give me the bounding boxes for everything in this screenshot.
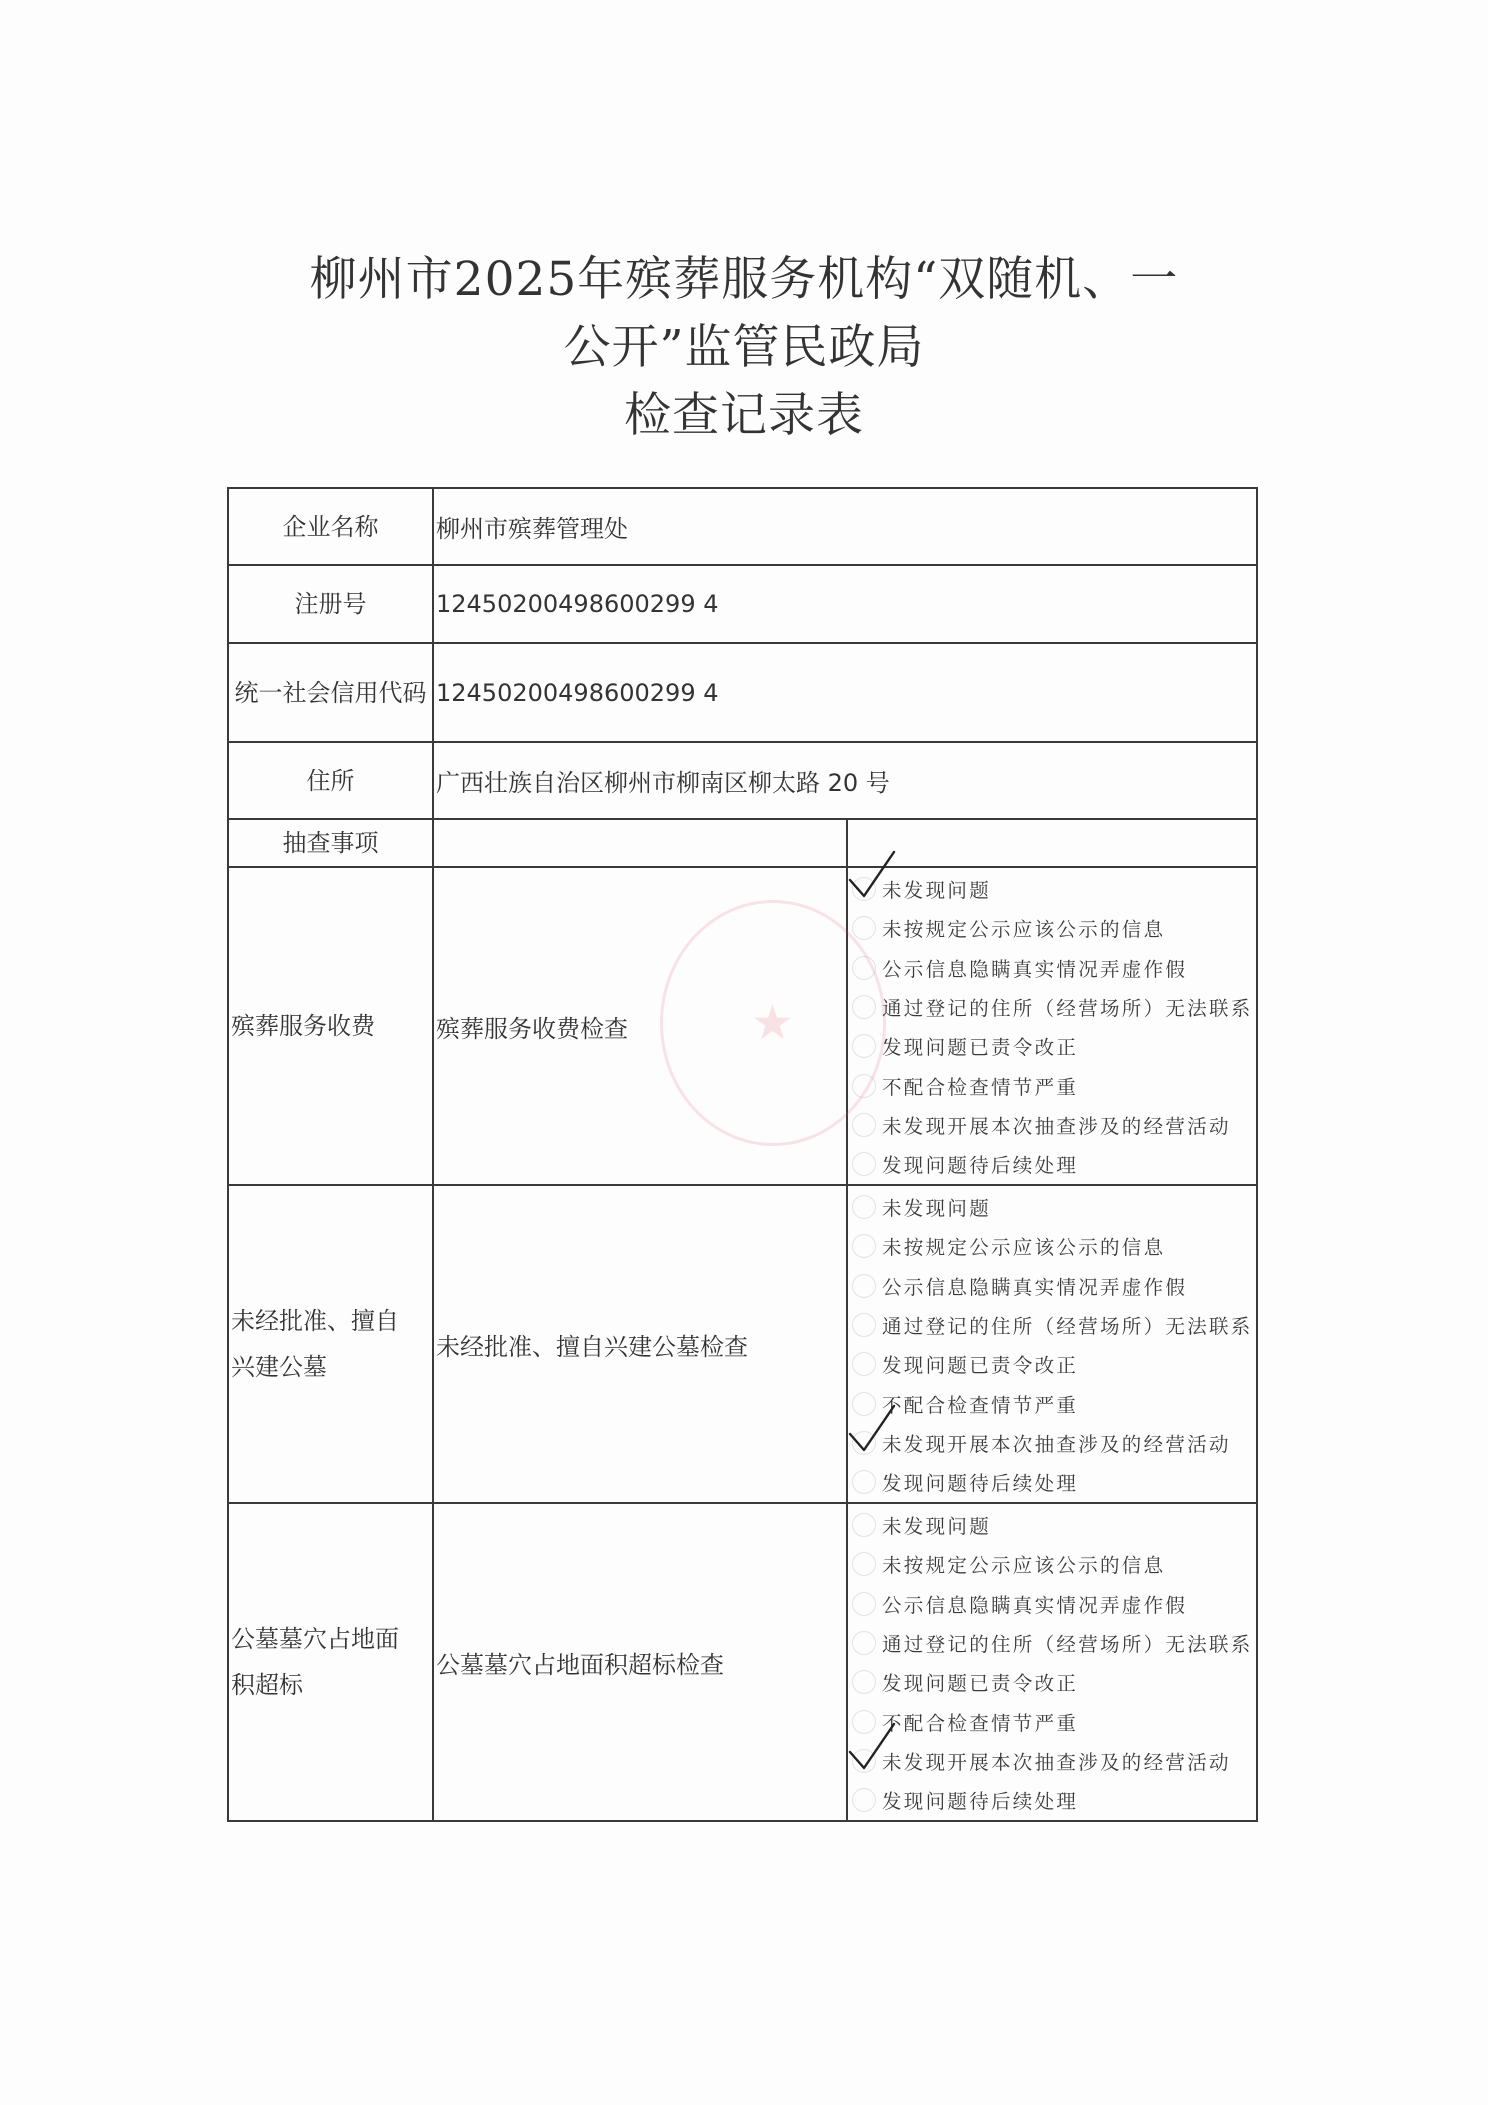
section-result-options	[848, 1504, 1258, 1820]
inspection-record-table	[227, 487, 1258, 1822]
result-option[interactable]	[848, 1345, 1078, 1383]
result-option-label: 未发现问题	[882, 1197, 992, 1220]
radio-circle-icon[interactable]	[852, 1710, 876, 1734]
result-option-label: 未发现问题	[882, 879, 992, 902]
document-title-line-3: 检查记录表	[624, 388, 864, 443]
result-option[interactable]	[848, 1742, 1231, 1780]
result-option[interactable]	[848, 1188, 991, 1226]
radio-circle-icon[interactable]	[852, 1392, 876, 1416]
result-option[interactable]	[848, 1306, 1253, 1344]
radio-circle-icon[interactable]	[852, 916, 876, 940]
section-item: 殡葬服务收费检查	[436, 1014, 628, 1043]
result-option-label: 不配合检查情节严重	[882, 1075, 1079, 1099]
result-option-label: 未按规定公示应该公示的信息	[882, 1554, 1166, 1578]
credit-code-value: 12450200498600299 4	[436, 678, 719, 707]
radio-circle-icon[interactable]	[852, 1749, 876, 1773]
result-option[interactable]	[848, 1424, 1231, 1462]
radio-circle-icon[interactable]	[852, 1195, 876, 1219]
radio-circle-icon[interactable]	[852, 1113, 876, 1137]
result-option[interactable]	[848, 949, 1187, 987]
credit-code-label: 统一社会信用代码	[234, 678, 427, 707]
result-option[interactable]	[848, 909, 1165, 947]
radio-circle-icon[interactable]	[852, 1670, 876, 1694]
document-title-line-1: 柳州市2025年殡葬服务机构“双随机、一	[309, 252, 1179, 307]
result-option-label: 发现问题待后续处理	[882, 1790, 1079, 1814]
radio-circle-icon[interactable]	[852, 1470, 876, 1494]
radio-circle-icon[interactable]	[852, 1552, 876, 1576]
result-option[interactable]	[848, 1585, 1187, 1623]
result-option[interactable]	[848, 1145, 1078, 1183]
radio-circle-icon[interactable]	[852, 1788, 876, 1812]
seal-star-icon: ★	[751, 995, 795, 1051]
result-option-label: 通过登记的住所（经营场所）无法联系	[882, 996, 1253, 1020]
result-option[interactable]	[848, 1067, 1078, 1105]
result-option-label: 未按规定公示应该公示的信息	[882, 1236, 1166, 1260]
result-option-label: 未发现开展本次抽查涉及的经营活动	[882, 1750, 1231, 1774]
address-label: 住所	[306, 766, 355, 795]
result-option-label: 发现问题待后续处理	[882, 1154, 1079, 1178]
radio-circle-icon[interactable]	[852, 1431, 876, 1455]
result-option[interactable]	[848, 1106, 1231, 1144]
section-category: 未经批准、擅自兴建公墓	[231, 1307, 399, 1381]
section-item: 公墓墓穴占地面积超标检查	[436, 1650, 724, 1679]
result-option-label: 发现问题已责令改正	[882, 1036, 1079, 1060]
result-option[interactable]	[848, 988, 1253, 1026]
radio-circle-icon[interactable]	[852, 1313, 876, 1337]
result-option-label: 不配合检查情节严重	[882, 1711, 1079, 1735]
result-option-label: 公示信息隐瞒真实情况弄虚作假	[882, 1593, 1188, 1617]
result-option[interactable]	[848, 1703, 1078, 1741]
section-result-options	[848, 1186, 1258, 1502]
result-option-label: 未发现开展本次抽查涉及的经营活动	[882, 1114, 1231, 1138]
result-option[interactable]	[848, 1227, 1165, 1265]
section-item: 未经批准、擅自兴建公墓检查	[436, 1332, 748, 1361]
result-option-label: 公示信息隐瞒真实情况弄虚作假	[882, 1275, 1188, 1299]
radio-circle-icon[interactable]	[852, 1631, 876, 1655]
result-option-label: 发现问题已责令改正	[882, 1354, 1079, 1378]
radio-circle-icon[interactable]	[852, 1234, 876, 1258]
radio-circle-icon[interactable]	[852, 1513, 876, 1537]
company-name-label: 企业名称	[282, 512, 379, 541]
result-option-label: 未发现开展本次抽查涉及的经营活动	[882, 1432, 1231, 1456]
result-option-label: 不配合检查情节严重	[882, 1393, 1079, 1417]
section-category: 公墓墓穴占地面积超标	[231, 1625, 399, 1699]
reg-no-value: 12450200498600299 4	[436, 590, 719, 618]
section-result-options	[848, 868, 1258, 1184]
result-option[interactable]	[848, 1545, 1165, 1583]
result-option-label: 通过登记的住所（经营场所）无法联系	[882, 1632, 1253, 1656]
radio-circle-icon[interactable]	[852, 877, 876, 901]
result-option-label: 未发现问题	[882, 1515, 992, 1538]
table-border-bottom	[227, 1820, 1258, 1822]
radio-circle-icon[interactable]	[852, 1274, 876, 1298]
result-option[interactable]	[848, 870, 991, 908]
radio-circle-icon[interactable]	[852, 1152, 876, 1176]
result-option[interactable]	[848, 1781, 1078, 1819]
result-option-label: 发现问题待后续处理	[882, 1472, 1079, 1496]
address-value: 广西壮族自治区柳州市柳南区柳太路 20 号	[436, 769, 890, 797]
result-option[interactable]	[848, 1506, 991, 1544]
official-seal-stamp	[660, 900, 886, 1146]
result-option-label: 通过登记的住所（经营场所）无法联系	[882, 1314, 1253, 1338]
result-option-label: 公示信息隐瞒真实情况弄虚作假	[882, 957, 1188, 981]
result-option[interactable]	[848, 1267, 1187, 1305]
result-option[interactable]	[848, 1624, 1253, 1662]
document-title-line-2: 公开”监管民政局	[563, 320, 925, 375]
result-option[interactable]	[848, 1663, 1078, 1701]
inspection-items-label: 抽查事项	[282, 829, 379, 857]
result-option[interactable]	[848, 1463, 1078, 1501]
section-category: 殡葬服务收费	[231, 1012, 375, 1040]
result-option[interactable]	[848, 1385, 1078, 1423]
result-option-label: 未按规定公示应该公示的信息	[882, 918, 1166, 942]
radio-circle-icon[interactable]	[852, 1352, 876, 1376]
result-option-label: 发现问题已责令改正	[882, 1672, 1079, 1696]
radio-circle-icon[interactable]	[852, 1592, 876, 1616]
reg-no-label: 注册号	[294, 590, 367, 618]
company-name-value: 柳州市殡葬管理处	[436, 515, 628, 543]
